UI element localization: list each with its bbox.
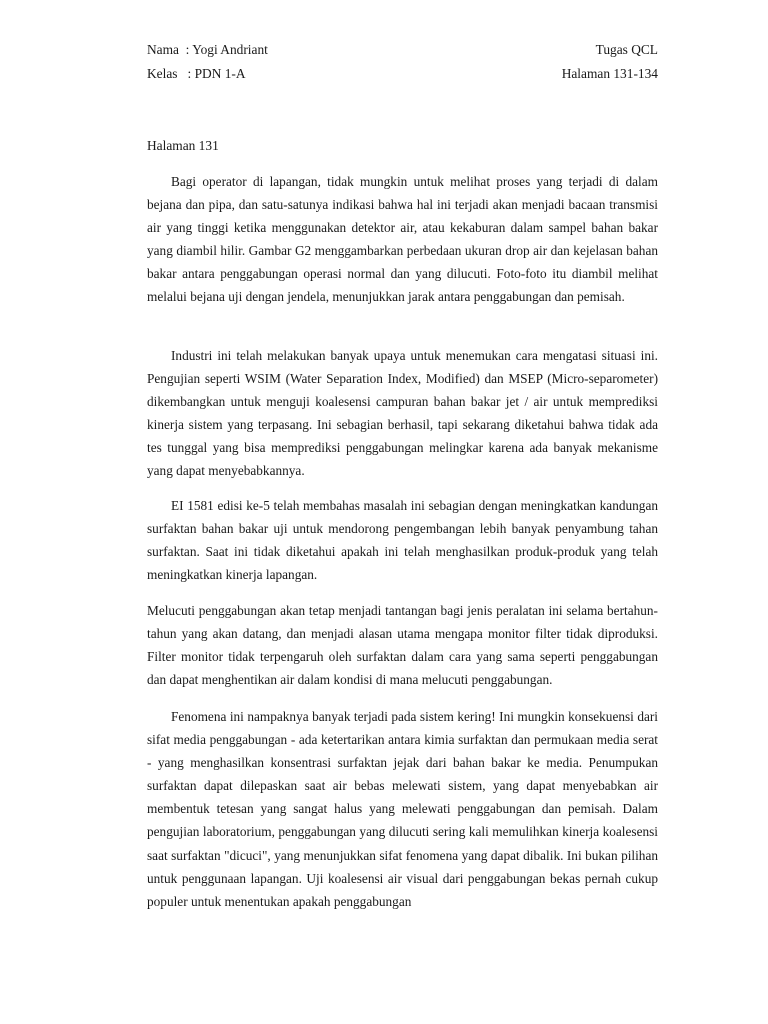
paragraph-4: Melucuti penggabungan akan tetap menjadi tantangan bagi jenis peralatan ini selama bertahun-tahun yang akan datang, dan menjadi alasan utama mengapa monitor filter tidak diproduksi. Filter monitor tidak terpengaruh oleh surfaktan dalam cara yang sama seperti penggabungan dan dapat menghentikan air dalam kondisi di mana melucuti penggabungan. [147, 603, 658, 688]
header-row-2 [147, 64, 658, 84]
paragraph-5: Fenomena ini nampaknya banyak terjadi pada sistem kering! Ini mungkin konsekuensi dari sifat media penggabungan - ada ketertarikan antara kimia surfaktan dan permukaan media serat - yang menghasilkan konsentrasi surfaktan jejak dari bahan bakar ke media. Penumpukan surfaktan dapat dilepaskan saat air bebas melewati sistem, yang dapat menyebabkan air membentuk tetesan yang sangat halus yang melewati penggabungan dan pemisah. Dalam pengujian laboratorium, penggabungan yang dilucuti sering kali memulihkan kinerja koalesensi saat surfaktan "dicuci", yang menunjukkan sifat fenomena yang dapat dibalik. Ini bukan pilihan untuk penggunaan lapangan. Uji koalesensi air visual dari penggabungan bekas pernah cukup populer untuk menentukan apakah penggabungan [147, 709, 658, 909]
paragraph-2: Industri ini telah melakukan banyak upaya untuk menemukan cara mengatasi situasi ini. Pengujian seperti WSIM (Water Separation Index, Modified) dan MSEP (Micro-separometer) dikembangkan untuk menguji koalesensi campuran bahan bakar jet / air untuk memprediksi kinerja sistem yang terpasang. Ini sebagian berhasil, tapi sekarang diketahui bahwa tidak ada tes tunggal yang bisa memprediksi penggabungan melingkar karena ada banyak mekanisme yang dapat menyebabkannya. [147, 348, 658, 479]
assignment-title: Tugas QCL [595, 42, 658, 57]
paragraph-1: Bagi operator di lapangan, tidak mungkin untuk melihat proses yang terjadi di dalam bejana dan pipa, dan satu-satunya indikasi bahwa hal ini terjadi akan menjadi bacaan transmisi air yang tinggi ketika menggunakan detektor air, atau kekaburan dalam sampel bahan bakar yang diambil hilir. Gambar G2 menggambarkan perbedaan ukuran drop air dan kejelasan bahan bakar antara penggabungan operasi normal dan yang dilucuti. Foto-foto itu diambil melihat melalui bejana uji dengan jendela, menunjukkan jarak antara penggabungan dan pemisah. [147, 174, 658, 305]
section-title: Halaman 131 [147, 138, 219, 153]
student-name: Nama : Yogi Andriant [147, 42, 268, 57]
paragraph-3: EI 1581 edisi ke-5 telah membahas masalah ini sebagian dengan meningkatkan kandungan surfaktan bahan bakar uji untuk mendorong pengembangan lebih banyak penyambung tahan surfaktan. Saat ini tidak diketahui apakah ini telah menghasilkan produk-produk yang telah meningkatkan kinerja lapangan. [147, 498, 658, 583]
student-class: Kelas : PDN 1-A [147, 66, 246, 81]
page-range: Halaman 131-134 [561, 66, 658, 81]
header-row-1 [147, 40, 658, 60]
